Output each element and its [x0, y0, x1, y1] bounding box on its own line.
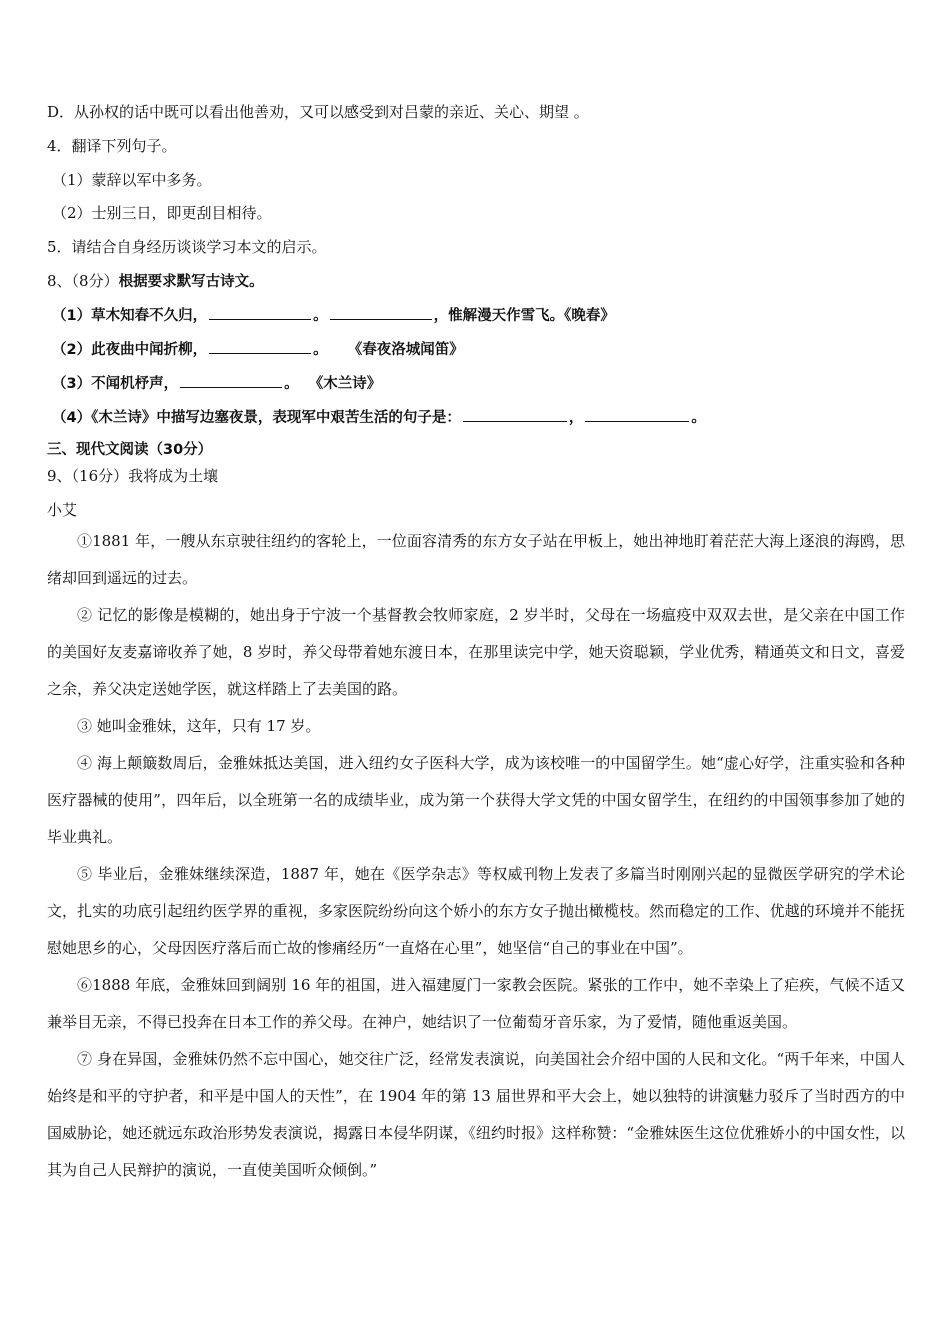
fill-blank[interactable]: [209, 305, 311, 320]
q8-line-4-text-b: ，: [568, 410, 584, 426]
option-d: D．从孙权的话中既可以看出他善劝，又可以感受到对吕蒙的亲近、关心、期望 。: [47, 103, 589, 121]
fill-blank[interactable]: [180, 373, 282, 388]
fill-blank[interactable]: [209, 339, 311, 354]
q8-line-4-text-c: 。: [691, 410, 706, 426]
question-4-2: （2）士别三日，即更刮目相待。: [52, 204, 272, 222]
q8-line-2: [52, 339, 464, 360]
article-paragraph: ⑤ 毕业后，金雅妹继续深造，1887 年，她在《医学杂志》等权威刊物上发表了多篇当时刚刚兴起的显微医学研究的学术论文，扎实的功底引起纽约医学界的重视，多家医院纷纷向这个娇小的东方女子抛出橄榄枝。然而稳定的工作、优越的环境并不能抚慰她思乡的心，父母因医疗落后而亡故的惨痛经历“一直烙在心里”，她坚信“自己的事业在中国”。: [47, 865, 905, 957]
q8-line-3-text-a: （3）不闻机杼声，: [52, 376, 179, 392]
question-5: 5．请结合自身经历谈谈学习本文的启示。: [47, 238, 327, 256]
fill-blank[interactable]: [585, 407, 689, 422]
question-8-heading: [47, 271, 264, 292]
q8-line-3: [52, 373, 381, 394]
q8-line-3-text-b: 。 《木兰诗》: [284, 376, 382, 392]
question-8-score: 8、（8分）: [47, 272, 119, 290]
article-paragraph: ③ 她叫金雅妹，这年，只有 17 岁。: [77, 717, 321, 735]
article-paragraph: ⑥1888 年底，金雅妹回到阔别 16 年的祖国，进入福建厦门一家教会医院。紧张的工作中，她不幸染上了疟疾，气候不适又兼举目无亲，不得已投奔在日本工作的养父母。在神户，她结识了一位葡萄牙音乐家，为了爱情，随他重返美国。: [47, 976, 905, 1031]
q8-line-1-text-c: ，惟解漫天作雪飞。《晚春》: [433, 308, 615, 324]
article-paragraph: ①1881 年，一艘从东京驶往纽约的客轮上，一位面容清秀的东方女子站在甲板上，她出神地盯着茫茫大海上逐浪的海鸥，思绪却回到遥远的过去。: [47, 532, 905, 587]
q8-line-1-text-b: 。: [313, 308, 328, 324]
article-paragraph: ④ 海上颠簸数周后，金雅妹抵达美国，进入纽约女子医科大学，成为该校唯一的中国留学生。她“虚心好学，注重实验和各种医疗器械的使用”，四年后，以全班第一名的成绩毕业，成为第一个获得大学文凭的中国女留学生，在纽约的中国领事参加了她的毕业典礼。: [47, 754, 905, 846]
question-4-1: （1）蒙辞以军中多务。: [52, 171, 212, 189]
q8-line-2-text-b: 。 《春夜洛城闻笛》: [313, 342, 464, 358]
q8-line-4: [52, 407, 706, 428]
fill-blank[interactable]: [330, 305, 432, 320]
article-paragraph: ② 记忆的影像是模糊的，她出身于宁波一个基督教会牧师家庭，2 岁半时，父母在一场瘟疫中双双去世，是父亲在中国工作的美国好友麦嘉谛收养了她，8 岁时，养父母带着她东渡日本，在那里读完中学，她天资聪颖，学业优秀，精通英文和日文，喜爱之余，养父决定送她学医，就这样踏上了去美国的路。: [47, 606, 905, 698]
fill-blank[interactable]: [463, 407, 567, 422]
article-author: 小艾: [47, 501, 78, 519]
q8-line-2-text-a: （2）此夜曲中闻折柳，: [52, 342, 208, 358]
question-8-instruction: 根据要求默写古诗文。: [118, 274, 264, 290]
article-paragraph: ⑦ 身在异国，金雅妹仍然不忘中国心，她交往广泛，经常发表演说，向美国社会介绍中国的人民和文化。“两千年来，中国人始终是和平的守护者，和平是中国人的天性”，在 1904 年的第 13 届世界和平大会上，她以独特的讲演魅力驳斥了当时西方的中国威胁论，她还就远东政治形势发表演说，揭露日本侵华阴谋，《纽约时报》这样称赞：“金雅妹医生这位优雅娇小的中国女性，以其为自己人民辩护的演说，一直使美国听众倾倒。”: [47, 1050, 905, 1179]
q8-line-1-text-a: （1）草木知春不久归，: [52, 308, 208, 324]
q8-line-4-text-a: （4）《木兰诗》中描写边塞夜景，表现军中艰苦生活的句子是：: [52, 410, 461, 426]
question-9-title: 9、（16分）我将成为土壤: [47, 467, 219, 485]
q8-line-1: [52, 305, 615, 326]
article-body: [47, 523, 905, 1189]
section-3-title: 三、现代文阅读（30分）: [47, 442, 213, 458]
question-4: 4．翻译下列句子。: [47, 137, 177, 155]
